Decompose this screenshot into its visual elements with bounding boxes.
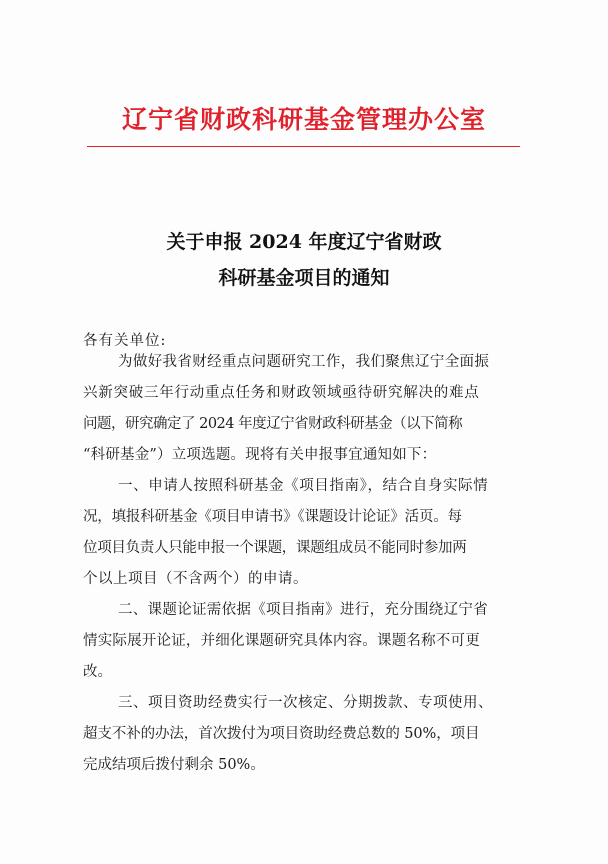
paragraph-2-line-2: 况，填报科研基金《项目申请书》《课题设计论证》活页。每 xyxy=(83,509,462,525)
document-title-line-1: 关于申报 2024 年度辽宁省财政 xyxy=(166,231,442,253)
paragraph-3-line-1: 二、课题论证需依据《项目指南》进行，充分围绕辽宁省 xyxy=(118,602,488,618)
paragraph-4-line-1: 三、项目资助经费实行一次核定、分期拨款、专项使用、 xyxy=(118,695,493,711)
paragraph-2-line-1: 一、申请人按照科研基金《项目指南》，结合自身实际情 xyxy=(118,478,489,494)
paragraph-3-line-3: 改。 xyxy=(83,664,112,680)
paragraph-1-line-1: 为做好我省财经重点问题研究工作，我们聚焦辽宁全面振 xyxy=(118,354,490,370)
paragraph-3-line-2: 情实际展开论证，并细化课题研究具体内容。课题名称不可更 xyxy=(83,633,480,649)
paragraph-2-line-4: 个以上项目（不含两个）的申请。 xyxy=(83,571,308,587)
paragraph-4-line-3: 完成结项后拨付剩余 50%。 xyxy=(83,757,265,773)
document-title-line-2: 科研基金项目的通知 xyxy=(218,267,390,289)
paragraph-1-line-3: 问题，研究确定了 2024 年度辽宁省财政科研基金（以下简称 xyxy=(83,416,463,432)
paragraph-2-line-3: 位项目负责人只能申报一个课题，课题组成员不能同时参加两 xyxy=(83,540,467,556)
organization-header: 辽宁省财政科研基金管理办公室 xyxy=(121,105,486,134)
header-divider xyxy=(87,146,520,147)
paragraph-1-line-2: 兴新突破三年行动重点任务和财政领域亟待研究解决的难点 xyxy=(83,385,480,401)
paragraph-4-line-2: 超支不补的办法，首次拨付为项目资助经费总数的 50%，项目 xyxy=(83,726,480,742)
paragraph-1-line-4: “科研基金”）立项选题。现将有关申报事宜通知如下： xyxy=(83,447,437,463)
salutation: 各有关单位: xyxy=(83,333,167,349)
